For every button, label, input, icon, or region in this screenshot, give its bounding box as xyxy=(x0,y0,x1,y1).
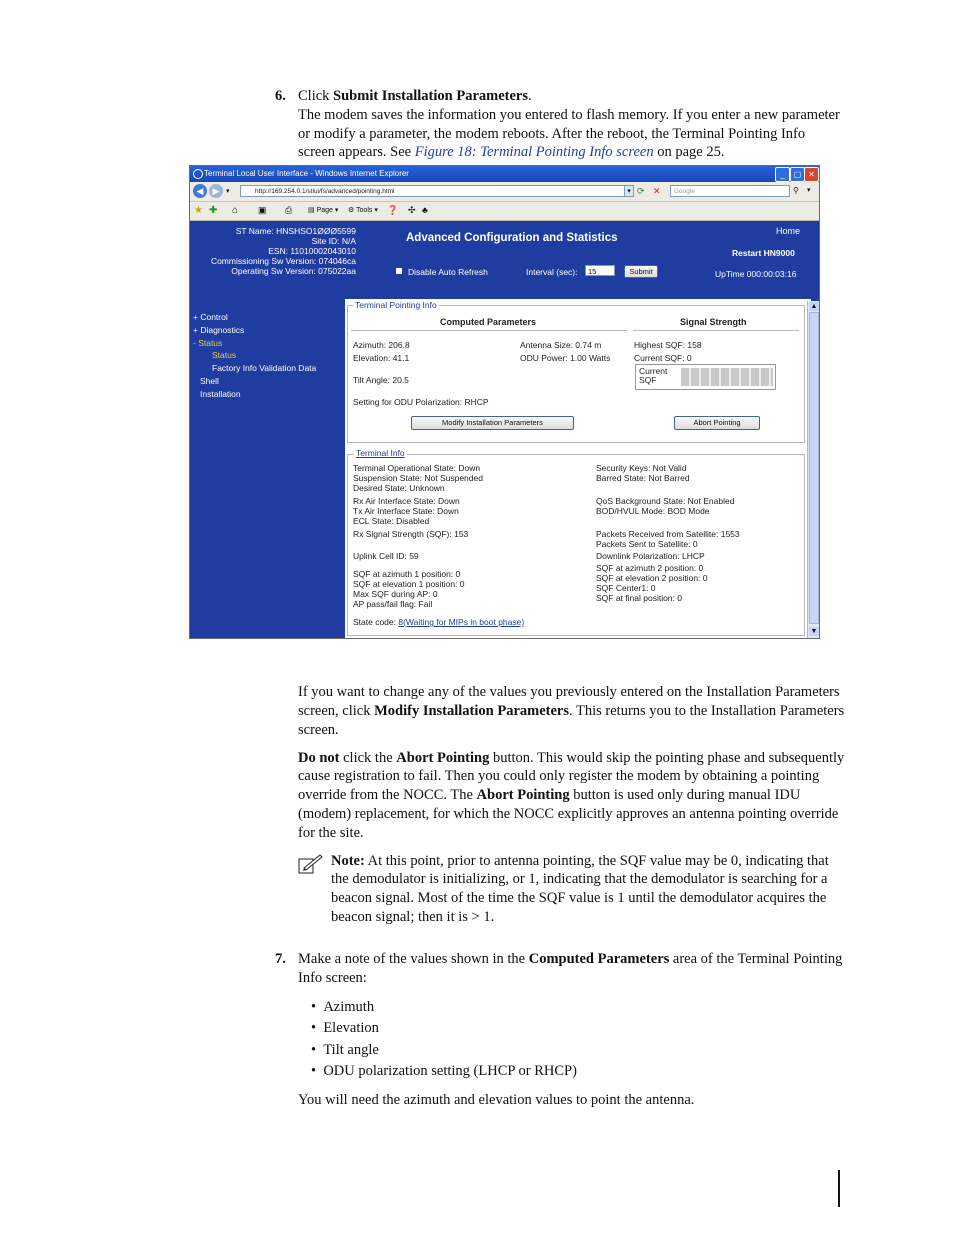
search-options-icon[interactable]: ▾ xyxy=(807,187,811,194)
bullet-polarization-text: ODU polarization setting (LHCP or RHCP) xyxy=(323,1063,577,1079)
terminal-info-right-1 xyxy=(596,463,690,483)
sqf-meter-label xyxy=(639,367,667,385)
sidebar-item-factory-info[interactable]: Factory Info Validation Data xyxy=(212,363,317,373)
para-2-line-4: (modem) replacement, for which the NOCC explicitly approves an antenna pointing override xyxy=(298,806,839,822)
downlink-polarization: Downlink Polarization: LHCP xyxy=(596,551,705,561)
change-bar xyxy=(838,1170,840,1207)
sidebar-item-diagnostics[interactable]: + Diagnostics xyxy=(193,325,245,335)
security-keys: Security Keys: Not Valid xyxy=(596,463,687,473)
step-6-line-3 xyxy=(298,143,724,162)
tx-air-interface-state: Tx Air Interface State: Down xyxy=(353,506,459,516)
bullet-azimuth: • Azimuth xyxy=(311,999,375,1015)
step-7-line-1-post: area of the Terminal Pointing xyxy=(669,951,843,967)
elevation: Elevation: 41.1 xyxy=(353,353,410,363)
terminal-identity xyxy=(200,226,356,276)
sqf-azimuth-1: SQF at azimuth 1 position: 0 xyxy=(353,569,461,579)
para-2-line-1 xyxy=(298,749,844,768)
bullet-elevation: • Elevation xyxy=(311,1020,379,1036)
para-1-line-2-pre: screen, click xyxy=(298,703,375,719)
url-input[interactable]: http://169.254.0.1/stlui/fs/advanced/pointing.html xyxy=(240,185,634,197)
page-heading: Advanced Configuration and Statistics xyxy=(406,232,618,244)
antenna-size: Antenna Size: 0.74 m xyxy=(520,340,602,350)
para-2-line-3-pre: override from the NOCC. The xyxy=(298,787,477,803)
stop-icon[interactable]: ✕ xyxy=(653,186,661,196)
terminal-info-right-3 xyxy=(596,529,740,549)
sqf-meter-bar xyxy=(681,368,773,386)
maximize-icon[interactable]: ▢ xyxy=(790,167,805,182)
close-icon[interactable]: ✕ xyxy=(804,167,819,182)
step-7-number: 7. xyxy=(275,951,286,967)
para-2-line-5: for the site. xyxy=(298,825,364,841)
sqf-meter-label-line2: SQF xyxy=(639,375,657,385)
interval-input[interactable]: 15 xyxy=(585,265,615,276)
state-code xyxy=(353,617,524,627)
print-icon[interactable]: ⎙ xyxy=(285,205,293,215)
sqf-center1: SQF Center1: 0 xyxy=(596,583,656,593)
abort-pointing-text-2: Abort Pointing xyxy=(476,787,570,803)
research-icon[interactable]: ✣ xyxy=(408,205,416,215)
rx-signal-strength: Rx Signal Strength (SQF): 153 xyxy=(353,529,469,539)
sidebar-item-shell[interactable]: Shell xyxy=(200,376,219,386)
tools-menu[interactable]: ⚙ Tools ▾ xyxy=(348,207,378,214)
sqf-meter-label-line1: Current xyxy=(639,366,668,376)
signal-strength-header: Signal Strength xyxy=(680,317,747,327)
para-2-line-3-post: button is used only during manual IDU xyxy=(569,787,801,803)
browser-title: Terminal Local User Interface - Windows Internet Explorer xyxy=(204,169,409,178)
interval-label: Interval (sec): xyxy=(526,267,578,277)
computed-parameters-header: Computed Parameters xyxy=(440,317,537,327)
uptime: UpTime 000:00:03:16 xyxy=(715,269,797,279)
ie-icon xyxy=(193,169,203,179)
home-link[interactable]: Home xyxy=(776,226,801,236)
messenger-icon[interactable]: ♣ xyxy=(422,205,428,215)
pointing-legend: Terminal Pointing Info xyxy=(355,300,437,310)
step-6-line-3-pre: screen appears. See xyxy=(298,144,415,160)
bullet-azimuth-text: Azimuth xyxy=(323,999,375,1015)
suspension-state: Suspension State: Not Suspended xyxy=(353,473,483,483)
step-6-line-3-post: on page 25. xyxy=(653,144,725,160)
desired-state: Desired State: Unknown xyxy=(353,483,445,493)
sqf-elevation-2: SQF at elevation 2 position: 0 xyxy=(596,573,708,583)
azimuth: Azimuth: 206.8 xyxy=(353,340,410,350)
home-icon[interactable]: ⌂ xyxy=(232,205,239,216)
sidebar-item-status[interactable]: - Status xyxy=(193,338,223,348)
current-sqf: Current SQF: 0 xyxy=(634,353,692,363)
web-page xyxy=(190,221,819,638)
para-1-line-1: If you want to change any of the values you previously entered on the Installation Parameters xyxy=(298,684,840,700)
url-dropdown-icon[interactable]: ▾ xyxy=(624,185,634,197)
para-1-bold: Modify Installation Parameters xyxy=(374,703,570,719)
terminal-info-left-1 xyxy=(353,463,483,493)
step-6-prefix: Click xyxy=(298,88,334,104)
disable-auto-refresh-label: Disable Auto Refresh xyxy=(408,267,488,277)
note-line-1 xyxy=(331,852,829,871)
closing-line: You will need the azimuth and elevation values to point the antenna. xyxy=(298,1092,695,1108)
note-line-2: the demodulator is initializing, or 1, indicating that the demodulator is searching for a xyxy=(331,871,828,887)
browser-screenshot xyxy=(189,165,820,639)
note-line-1-text: At this point, prior to antenna pointing, the SQF value may be 0, indicating that xyxy=(364,853,829,869)
barred-state: Barred State: Not Barred xyxy=(596,473,690,483)
scroll-down-icon[interactable]: ▼ xyxy=(810,628,818,635)
step-6-line-2: or modify a parameter, the modem reboots. After the reboot, the Terminal Pointing Info xyxy=(298,126,806,142)
bullet-elevation-text: Elevation xyxy=(323,1020,379,1036)
esn: ESN: 1101000204301​0 xyxy=(268,246,356,256)
page-scrollbar[interactable] xyxy=(807,301,820,638)
step-6-heading xyxy=(298,87,532,106)
step-7-line-1-pre: Make a note of the values shown in the xyxy=(298,951,529,967)
tilt-angle: Tilt Angle: 20.5 xyxy=(353,375,409,385)
note-line-3: beacon signal. Most of the time the SQF value is 1 until the demodulator acquires the xyxy=(331,890,827,906)
terminal-info-left-2 xyxy=(353,496,460,526)
computed-parameters-text: Computed Parameters xyxy=(528,951,670,967)
packets-received: Packets Received from Satellite: 1553 xyxy=(596,529,740,539)
step-6-suffix: . xyxy=(527,88,532,104)
odu-polarization: Setting for ODU Polarization: RHCP xyxy=(353,397,489,407)
sqf-meter xyxy=(635,364,776,390)
sidebar-item-installation[interactable]: Installation xyxy=(200,389,241,399)
bod-hvul-mode: BOD/HVUL Mode: BOD Mode xyxy=(596,506,710,516)
abort-pointing-button[interactable]: Abort Pointing xyxy=(674,416,760,430)
step-6-line-1: The modem saves the information you entered to flash memory. If you enter a new parameter xyxy=(298,107,840,123)
terminal-info-left-3 xyxy=(353,569,465,609)
minimize-icon[interactable]: _ xyxy=(775,167,790,182)
bullet-tilt: • Tilt angle xyxy=(311,1042,379,1058)
signal-divider xyxy=(633,330,799,331)
step-7-line-2: Info screen: xyxy=(298,970,367,986)
site-id: Site ID: N/A xyxy=(311,236,356,246)
restart-link[interactable]: Restart HN9000 xyxy=(732,248,795,258)
favorites-star-icon[interactable]: ★ xyxy=(194,205,203,216)
scroll-thumb[interactable] xyxy=(809,312,819,624)
terminal-operational-state: Terminal Operational State: Down xyxy=(353,463,481,473)
abort-pointing-text-1: Abort Pointing xyxy=(396,750,490,766)
sqf-final-position: SQF at final position: 0 xyxy=(596,593,682,603)
address-bar-row xyxy=(190,182,819,202)
highest-sqf: Highest SQF: 158 xyxy=(634,340,702,350)
para-2-line-2: cause registration to fail. Then you could only register the modem by obtaining a pointing xyxy=(298,768,820,784)
search-icon[interactable]: ⚲ xyxy=(793,186,799,195)
forward-icon[interactable]: ▶ xyxy=(209,184,223,198)
step-7-line-1 xyxy=(298,950,842,969)
do-not-text: Do not xyxy=(298,750,340,766)
terminal-info-right-4 xyxy=(596,563,708,603)
bullet-tilt-text: Tilt angle xyxy=(323,1042,379,1058)
para-2-line-1-mid: click the xyxy=(339,750,397,766)
submit-button[interactable]: Submit xyxy=(624,265,658,278)
note-line-4: beacon signal; then it is > 1. xyxy=(331,909,495,925)
operating-version: Operating Sw Version: 075022aa xyxy=(231,266,356,276)
st-name: ST Name: HNSHSO1ØØØ5599 xyxy=(235,226,356,236)
terminal-info-legend[interactable]: Terminal Info xyxy=(356,448,405,458)
add-favorites-icon[interactable]: ✚ xyxy=(209,205,218,216)
bullet-polarization: • ODU polarization setting (LHCP or RHCP) xyxy=(311,1063,577,1079)
sqf-azimuth-2: SQF at azimuth 2 position: 0 xyxy=(596,563,704,573)
para-2-line-3 xyxy=(298,786,800,805)
computed-divider xyxy=(351,330,627,331)
sidebar-item-status-sub[interactable]: Status xyxy=(212,350,237,360)
modify-installation-parameters-button[interactable]: Modify Installation Parameters xyxy=(411,416,574,430)
ecl-state: ECL State: Disabled xyxy=(353,516,430,526)
refresh-icon[interactable]: ⟳ xyxy=(637,186,645,196)
browser-toolbar xyxy=(190,202,819,221)
state-code-link[interactable]: 8(Waiting for MIPs in boot phase) xyxy=(398,617,525,627)
para-2-line-1-post: button. This would skip the pointing phase and subsequently xyxy=(489,750,845,766)
commissioning-version: Commissioning Sw Version: 074046ca xyxy=(210,256,356,266)
para-1-line-3: screen. xyxy=(298,722,339,738)
disable-auto-refresh-checkbox[interactable] xyxy=(396,268,402,274)
ap-pass-fail: AP pass/fail flag: Fail xyxy=(353,599,433,609)
note-pencil-icon xyxy=(298,853,324,875)
sidebar-item-control[interactable]: + Control xyxy=(193,312,228,322)
page-menu-label: Page xyxy=(316,207,333,214)
sqf-elevation-1: SQF at elevation 1 position: 0 xyxy=(353,579,465,589)
para-1-line-2-post: . This returns you to the Installation Parameters xyxy=(569,703,845,719)
rx-air-interface-state: Rx Air Interface State: Down xyxy=(353,496,460,506)
browser-title-bar xyxy=(190,166,819,182)
back-icon[interactable]: ◀ xyxy=(193,184,207,198)
page-menu[interactable]: ▤ Page ▾ xyxy=(308,207,339,214)
uplink-cell-id: Uplink Cell ID: 59 xyxy=(353,551,419,561)
figure-18-link[interactable]: Figure 18: Terminal Pointing Info screen xyxy=(414,144,654,160)
tools-menu-label: Tools xyxy=(356,207,373,214)
terminal-info-right-2 xyxy=(596,496,734,516)
odu-power: ODU Power: 1.00 Watts xyxy=(520,353,611,363)
max-sqf-ap: Max SQF during AP: 0 xyxy=(353,589,438,599)
para-1-line-2 xyxy=(298,702,844,721)
scroll-up-icon[interactable]: ▲ xyxy=(810,303,818,310)
history-dropdown-icon[interactable]: ▾ xyxy=(226,188,230,195)
submit-installation-parameters-text: Submit Installation Parameters xyxy=(333,88,528,104)
search-input[interactable]: Google xyxy=(670,185,790,197)
note-label: Note: xyxy=(331,853,365,869)
qos-background-state: QoS Background State: Not Enabled xyxy=(596,496,735,506)
feeds-icon[interactable]: ▣ xyxy=(258,205,267,215)
packets-sent: Packets Sent to Satellite: 0 xyxy=(596,539,698,549)
step-6-number: 6. xyxy=(275,88,286,104)
content-pane xyxy=(345,299,811,638)
help-icon[interactable]: ❓ xyxy=(387,205,399,215)
state-code-label: State code: xyxy=(353,617,399,627)
